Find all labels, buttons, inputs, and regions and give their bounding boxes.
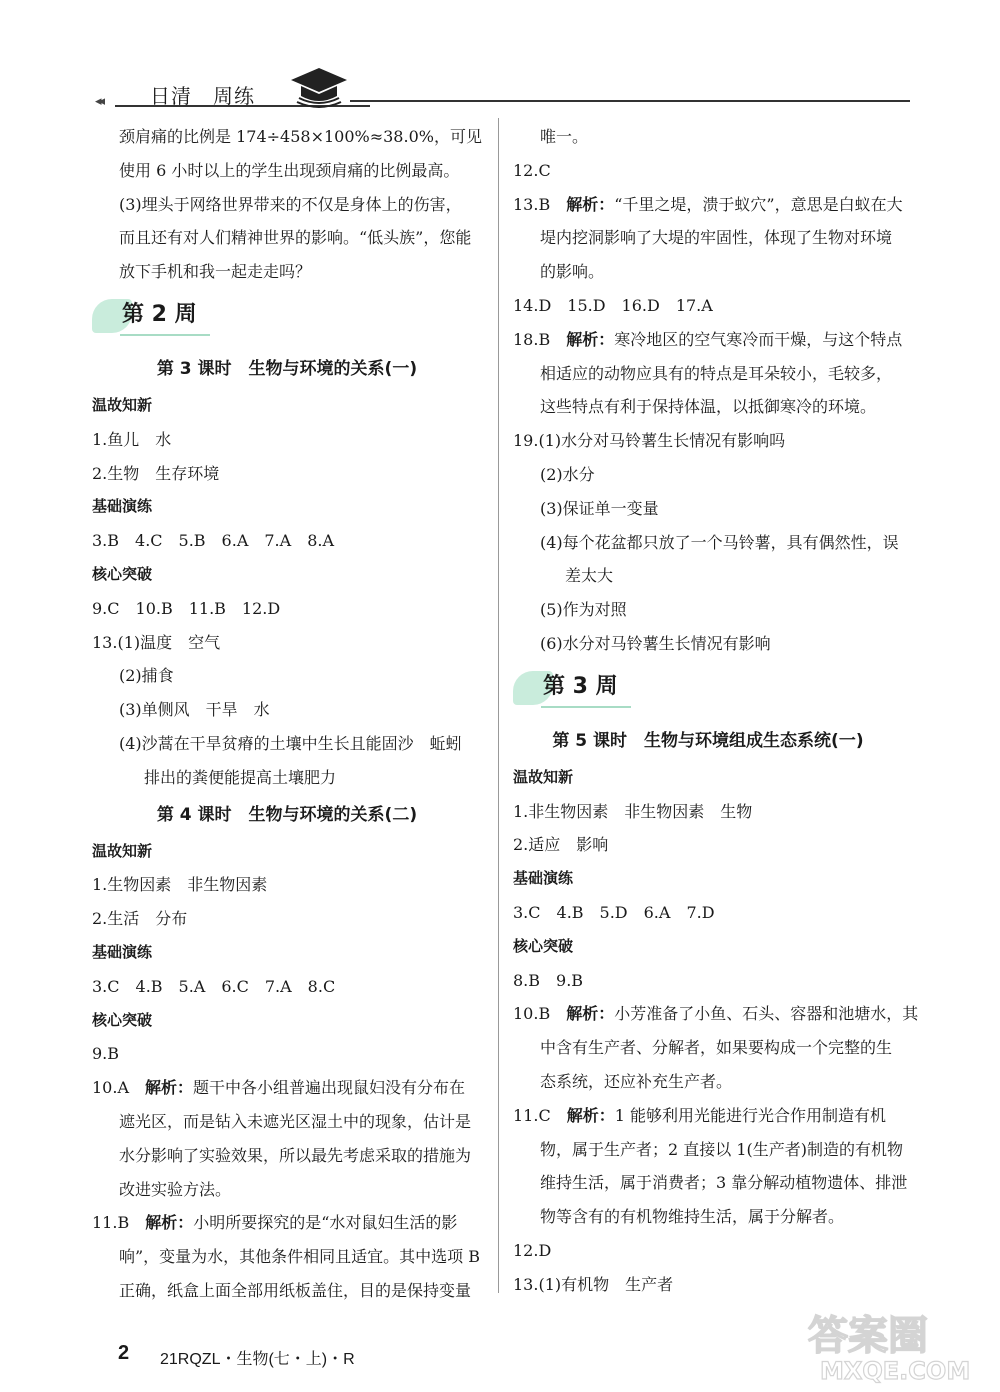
answer-line: (4)每个花盆都只放了一个马铃薯，具有偶然性，误	[540, 532, 899, 552]
answer-line: 排出的粪便能提高土壤肥力	[144, 767, 337, 787]
section-label: 温故知新	[92, 841, 153, 860]
answer-line: (5)作为对照	[540, 600, 627, 620]
text-line: 使用 6 小时以上的学生出现颈肩痛的比例最高。	[119, 160, 460, 180]
section-label: 基础演练	[92, 497, 153, 516]
answer-line: 9.B	[92, 1044, 120, 1064]
answer-line: 物等含有的有机物维持生活，属于分解者。	[540, 1207, 845, 1227]
answer-line: 1.鱼儿 水	[92, 429, 172, 449]
section-label: 核心突破	[92, 1010, 153, 1029]
answer-line: 差太大	[565, 566, 614, 586]
answer-line: 18.B 解析：寒冷地区的空气寒冷而干燥，与这个特点	[513, 329, 903, 349]
page-header	[95, 72, 910, 112]
right-column	[513, 120, 919, 1302]
answer-line: (3)单侧风 干旱 水	[119, 700, 270, 720]
graduation-cap-icon	[287, 62, 351, 110]
left-column	[92, 120, 482, 1308]
answer-line: 2.生物 生存环境	[92, 463, 220, 483]
answer-line: (4)沙蒿在干旱贫瘠的土壤中生长且能固沙 蚯蚓	[119, 733, 462, 753]
answer-line: (3)保证单一变量	[540, 498, 659, 518]
text-line: 放下手机和我一起走走吗？	[119, 262, 312, 282]
book-code: 21RQZL・生物(七・上)・R	[160, 1351, 355, 1368]
week-heading: 第 3 周	[513, 661, 903, 721]
answer-line: 11.B 解析：小明所要探究的是“水对鼠妇生活的影	[92, 1213, 458, 1233]
answer-line: 维持生活，属于消费者；3 靠分解动植物遗体、排泄	[540, 1173, 908, 1193]
answer-line: (2)水分	[540, 464, 595, 484]
answer-line: 3.C 4.B 5.D 6.A 7.D	[513, 902, 715, 922]
lesson-title: 第 3 课时 生物与环境的关系(一)	[156, 358, 418, 379]
lesson-title: 第 5 课时 生物与环境组成生态系统(一)	[552, 730, 864, 751]
answer-line: (6)水分对马铃薯生长情况有影响	[540, 633, 771, 653]
answer-line: 水分影响了实验效果，所以最先考虑采取的措施为	[119, 1145, 472, 1165]
answer-line: 中含有生产者、分解者，如果要构成一个完整的生	[540, 1038, 893, 1058]
lesson-title: 第 4 课时 生物与环境的关系(二)	[156, 804, 418, 825]
answer-line: 的影响。	[540, 262, 605, 282]
answer-line: 正确，纸盒上面全部用纸板盖住，目的是保持变量	[119, 1280, 472, 1300]
answer-line: (2)捕食	[119, 666, 174, 686]
text-line: 颈肩痛的比例是 174÷458×100%≈38.0%，可见	[119, 127, 482, 146]
svg-text:MXQE.COM: MXQE.COM	[820, 1357, 971, 1385]
section-label: 核心突破	[513, 936, 574, 955]
page-footer	[118, 1342, 355, 1368]
answer-line: 态系统，还应补充生产者。	[540, 1071, 733, 1091]
header-title: 日清 周练	[150, 84, 255, 108]
answer-line: 8.B 9.B	[513, 970, 584, 990]
answer-line: 2.适应 影响	[513, 835, 609, 855]
answer-line: 物，属于生产者；2 直接以 1(生产者)制造的有机物	[540, 1139, 904, 1159]
answer-line: 12.D	[513, 1240, 552, 1260]
section-label: 基础演练	[513, 869, 574, 888]
answer-line: 3.B 4.C 5.B 6.A 7.A 8.A	[92, 531, 335, 551]
answer-line: 这些特点有利于保持体温，以抵御寒冷的环境。	[540, 397, 877, 417]
svg-text:答案圈: 答案圈	[808, 1313, 928, 1359]
answer-line: 10.A 解析：题干中各小组普遍出现鼠妇没有分布在	[92, 1078, 466, 1098]
answer-line: 11.C 解析：1 能够利用光能进行光合作用制造有机	[513, 1105, 886, 1125]
answer-line: 14.D 15.D 16.D 17.A	[513, 295, 713, 315]
answer-line: 10.B 解析：小芳准备了小鱼、石头、容器和池塘水，其	[513, 1004, 919, 1024]
answer-line: 12.C	[513, 160, 551, 180]
column-divider	[498, 118, 499, 1293]
answer-line: 2.生活 分布	[92, 909, 188, 929]
answer-line: 13.B 解析：“千里之堤，溃于蚁穴”，意思是白蚁在大	[513, 194, 903, 214]
answer-line: 19.(1)水分对马铃薯生长情况有影响吗	[513, 431, 786, 451]
answer-line: 1.非生物因素 非生物因素 生物	[513, 801, 753, 821]
answer-line: 改进实验方法。	[119, 1179, 232, 1199]
text-line: (3)埋头于网络世界带来的不仅是身体上的伤害，	[119, 194, 462, 214]
section-label: 核心突破	[92, 564, 153, 583]
text-line: 而且还有对人们精神世界的影响。“低头族”，您能	[119, 228, 472, 248]
answer-line: 唯一。	[540, 127, 589, 146]
answer-line: 遮光区，而是钻入未遮光区湿土中的现象，估计是	[119, 1111, 472, 1131]
watermark-logo	[800, 1305, 980, 1385]
answer-line: 1.生物因素 非生物因素	[92, 875, 268, 895]
answer-line: 堤内挖洞影响了大堤的牢固性，体现了生物对环境	[540, 228, 893, 248]
header-rule-right	[350, 100, 910, 102]
section-label: 温故知新	[513, 767, 574, 786]
answer-line: 13.(1)有机物 生产者	[513, 1274, 674, 1294]
answer-line: 相适应的动物应具有的特点是耳朵较小，毛较多，	[540, 363, 893, 383]
answer-line: 3.C 4.B 5.A 6.C 7.A 8.C	[92, 976, 336, 996]
answer-line: 9.C 10.B 11.B 12.D	[92, 598, 281, 618]
week-heading: 第 2 周	[92, 289, 482, 349]
answer-line: 响”，变量为水，其他条件相同且适宜。其中选项 B	[119, 1247, 481, 1267]
section-label: 温故知新	[92, 395, 153, 414]
answer-line: 13.(1)温度 空气	[92, 632, 221, 652]
page-number: 2	[118, 1342, 130, 1364]
arrow-icon: ◂◂	[95, 94, 103, 109]
section-label: 基础演练	[92, 942, 153, 961]
